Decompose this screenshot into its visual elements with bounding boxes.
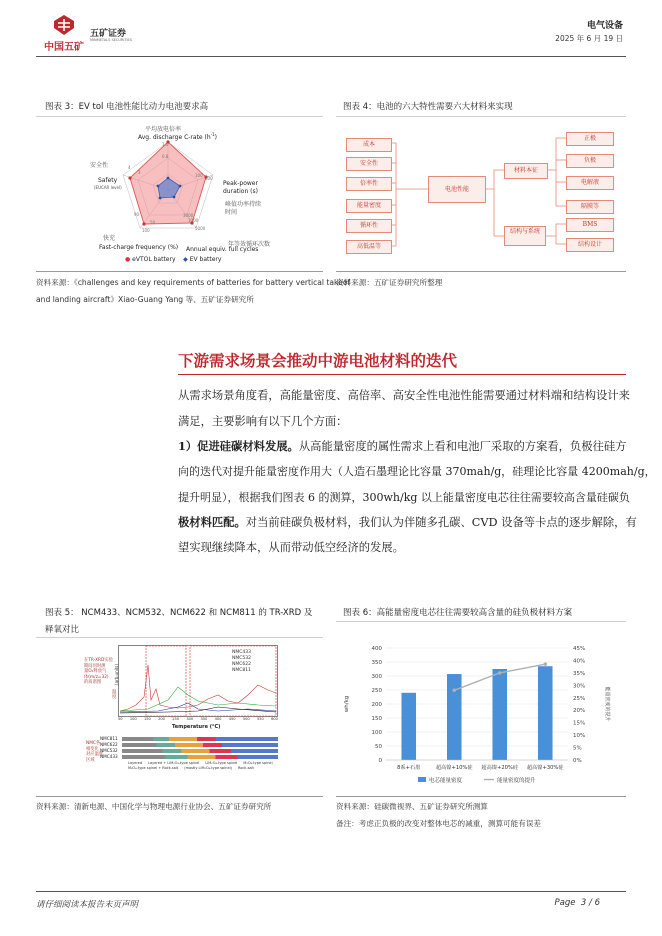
fig5-side-note-line: NMC各 [86,741,101,746]
legend-ev-icon: ◆ [183,256,188,263]
y-tick-label: 0 [378,758,382,764]
point-1-text: 从高能量密度的属性需求上看和电池厂采取的方案看，负极往硅方 [298,440,627,453]
fig4-right-box: 结构设计 [566,238,614,252]
paragraph-line: 从需求场景角度看，高能量密度、高倍率、高安全性电池性能需要通过材料端和结构设计来 [178,389,630,402]
fig4-right-box: 隔膜等 [566,200,614,214]
fig5-legend-item: NMC622 [232,662,251,667]
fig5-note-line: 量O₂释放气 [84,669,107,674]
phase-legend-item: LiM₂O₄-type spinel [205,761,238,765]
radar-safety-cn: 安全性 [90,162,109,169]
footer-page [555,898,600,908]
x-tick: 450 [228,717,236,721]
radar-peak-en2: duration (s) [223,188,258,195]
x-tick: 200 [158,717,165,721]
y-tick-label: 350 [371,660,382,666]
y-tick-label: 250 [371,688,382,694]
radar-cycle-cn: 年等效循环次数 [228,241,271,248]
report-date: 2025 年 6 月 19 日 [555,34,623,43]
y2-tick-label: 30% [573,683,586,690]
phase-bar-label: NMC811 [100,736,118,741]
phase-legend-item: Rock-salt [237,766,254,770]
paragraph-line: 提升明显），根据我们图表 6 的测算，300wh/kg 以上能量密度电芯往往需要较高含量硅碳负 [178,491,630,504]
paragraph-line: 满足，主要影响有以下几个方面： [178,415,348,428]
radar-safety-en2: (EUCAR level) [94,185,122,190]
radar-peak-en: Peak-power [223,180,258,187]
fig4-caption: 图表 4：电池的六大特性需要六大材料来实现 [343,102,513,112]
x-tick-label: 超高镍+30%硅 [526,765,564,771]
fig3-caption: 图表 3：EV tol 电池性能比动力电池要求高 [45,102,209,112]
phase-bar-label: NMC433 [100,754,118,759]
bar [401,693,416,760]
fig5-caption-2: 释氧对比 [45,625,80,635]
fig4-left-box: 成本 [346,138,392,152]
fig3-source: 资料来源：《challenges and key requirements of batteries for battery vertical takeof [36,278,351,287]
phase-bar-row [100,742,278,747]
radar-fast-en: Fast-charge frequency (%) [99,244,179,251]
fig6-bar-line-chart [336,640,626,790]
fig5-side-note-line: 区域 [86,757,95,763]
y-axis-label: wh/kg [344,695,350,713]
y2-tick-label: 25% [573,695,586,702]
fig5-y-label: (arb.units) [113,664,119,685]
fig4-mid-bottom-box: 结构与系统 [504,226,546,246]
phase-legend-item: M₃O₄-type spinel + Rock-salt [128,766,179,770]
fig4-left-box: 倍率性 [346,177,392,191]
phase-bar-row [100,748,278,753]
radar-tick: 1.0 [162,142,169,147]
fig5-phase-bars [100,736,278,759]
page-number: 3 / 6 [580,898,600,908]
radar-tick: 1000 [188,218,199,223]
radar-fast-cn: 快充 [103,235,116,242]
legend-line-label: 能量密度的提升 [497,778,536,784]
fig5-mid-note: 温度 [112,690,117,700]
fig5-caption-divider [36,637,323,638]
x-tick: 250 [172,717,180,721]
footer-disclaimer: 请仔细阅读本报告末页声明 [36,900,139,910]
radar-tick: 100 [195,173,203,178]
paragraph-line: 望实现继续降本，从而带动低空经济的发展。 [178,541,404,554]
radar-tick: 3000 [183,213,194,218]
legend-ev: EV battery [189,256,222,263]
sector-label: 电气设备 [586,21,623,31]
y-tick-label: 50 [375,744,382,750]
x-tick: 550 [256,717,264,721]
paragraph-line: 向的迭代对提升能量密度作用大（人造石墨理论比容量 370mah/g，硅理论比容量 4200mah/g， [178,465,656,478]
phase-bar-row [100,754,278,759]
x-tick: 350 [200,717,208,721]
legend-bar-label: 电芯能量密度 [429,778,463,784]
fig5-x-ticks [118,717,278,721]
radar-peak-cn: 峰值功率持续 [225,201,262,208]
minmetals-logo-icon [52,14,76,36]
radar-cycle-en: Annual equiv. full cycles [186,246,259,253]
x-tick: 600 [271,717,278,721]
fig5-xrd-plot [118,645,278,717]
fig5-legend-item: NMC532 [232,656,251,661]
phase-bar-row [100,736,278,741]
legend-evtol-icon: ● [125,256,131,263]
fig4-mid-top-box: 材料本征 [504,163,548,179]
phase-legend-item: Layered [128,761,143,765]
x-tick: 300 [186,717,194,721]
point-1-conclusion: 极材料匹配。 [178,515,246,529]
y-tick-label: 100 [371,730,382,736]
fig4-right-box: 负极 [566,154,614,168]
radar-safety-en: Safety [98,177,118,184]
fig4-caption-divider [336,116,626,117]
fig4-source: 资料来源：五矿证券研究所整理 [336,278,443,287]
y2-tick-label: 40% [573,658,586,665]
phase-bar-label: NMC622 [100,742,118,747]
x-tick: 400 [214,717,222,721]
y2-axis-label: 能量密度的提升 [604,686,610,722]
y2-tick-label: 10% [573,733,586,740]
header-divider [36,56,626,57]
fig6-caption-divider [336,621,626,622]
page-label: Page [554,898,576,908]
fig4-left-box: 安全性 [346,157,392,171]
y-tick-label: 150 [371,716,382,722]
radar-tick: 5000 [195,226,206,231]
radar-top-cn: 平均放电倍率 [145,126,182,133]
point-1-text-2: 对当前硅碳负极材料，我们认为伴随多孔碳、CVD 设备等卡点的逐步解除，有 [245,516,637,529]
fig5-legend-item: NMC433 [232,650,251,655]
fig6-chart-svg [336,640,626,790]
y-tick-label: 400 [371,646,382,652]
fig5-left-notes [84,658,113,686]
fig4-right-box: 电解液 [566,176,614,190]
fig4-right-box: BMS [566,218,614,232]
x-tick: 500 [242,717,250,721]
fig5-x-label: Temperature (°C) [172,724,221,730]
phase-bar-label: NMC532 [100,748,118,753]
fig3-caption-divider [36,116,323,117]
fig3-source-2: and landing aircraft》Xiao-Guang Yang 等、五矿证券研究所 [36,295,254,304]
radar-tick: 100 [142,228,150,233]
fig5-source: 资料来源：清新电源、中国化学与物理电源行业协会、五矿证券研究所 [36,802,272,811]
legend-bar-swatch [418,777,426,782]
bar [538,666,553,760]
radar-tick: 800 [205,176,213,181]
line-point [543,662,547,666]
y2-tick-label: 0% [573,758,582,764]
brand-name-en: MINMETALS SECURITIES [90,38,132,42]
x-tick: 100 [129,717,137,721]
line-point [498,671,502,675]
radar-top-en: Avg. discharge C-rate $(h^{-1})$ [138,132,218,141]
x-tick: 150 [143,717,151,721]
radar-tick: 50 [150,220,156,225]
fig4-left-box: 高低温等 [346,240,392,254]
y2-tick-label: 20% [573,708,586,715]
fig5-caption: 图表 5： NCM433、NCM532、NCM622 和 NCM811 的 TR-XRD 及 [45,608,313,618]
x-tick: 50 [118,717,123,721]
fig3-bottom-divider [36,271,323,272]
radar-peak-cn2: 时间 [225,209,238,216]
bar [447,674,462,760]
fig4-left-box: 循环性 [346,219,392,233]
brand-name: 五矿证券 [90,29,127,39]
legend-evtol: eVTOL battery [132,256,176,263]
paragraph-line [178,438,626,454]
y2-tick-label: 15% [573,720,586,727]
fig6-caption: 图表 6：高能量密度电芯往往需要较高含量的硅负极材料方案 [343,608,573,618]
fig5-legend-item: NMC811 [232,668,251,673]
y2-tick-label: 45% [573,646,586,652]
company-logo [52,14,76,36]
y2-tick-label: 35% [573,670,586,677]
phase-legend-item: Layered + LiM₂O₄-type spinel [148,761,200,765]
radar-tick: 3 [138,170,141,175]
x-tick-label: 超高镍+10%硅 [435,765,473,771]
fig4-bottom-divider [336,271,626,272]
fig5-note-line: 在TR-XRD实验 [84,658,113,663]
section-heading: 下游需求场景会推动中游电池材料的迭代 [178,352,458,370]
fig5-note-line: 的质谱图 [84,680,102,685]
fig5-side-note-line: 相变化 [86,746,99,752]
y2-tick-label: 5% [573,745,582,752]
fig5-note-line: 期间同时测 [84,663,106,669]
fig4-right-box: 正极 [566,132,614,146]
radar-tick: 4 [128,165,131,170]
fig5-note-line: 体(m/z=32) [84,674,109,680]
bar [492,669,507,760]
footer-divider [36,891,626,892]
phase-legend-item: M₃O₄-type spinel [243,761,273,765]
radar-tick: 90 [134,212,140,217]
fig5-side-note-line: 对应温度 [86,752,104,757]
fig4-left-box: 能量密度 [346,199,392,213]
radar-tick: 0.8 [162,154,169,159]
x-tick-label: 超高镍+20%硅 [481,765,519,771]
y-tick-label: 300 [371,674,382,680]
y-tick-label: 200 [371,702,382,708]
paragraph-line [178,514,637,530]
fig4-center-box: 电池性能 [428,176,486,203]
phase-legend-item: (mostly LiM₂O₄-type spinel) [184,766,232,770]
company-name: 中国五矿 [44,42,84,53]
fig3-legend [125,256,221,263]
fig5-phase-legend [128,761,278,771]
section-heading-underline [178,374,626,375]
fig5-legend [232,650,251,674]
point-1-title: 1）促进硅碳材料发展。 [178,439,299,453]
fig6-source: 资料来源：硅碳微视界、五矿证券研究所测算 [336,802,488,811]
line-point [452,689,456,693]
fig6-note: 备注：考虑正负极的改变对整体电芯的减重，测算可能有误差 [336,819,542,828]
x-tick-label: 8系+石墨 [397,765,421,771]
